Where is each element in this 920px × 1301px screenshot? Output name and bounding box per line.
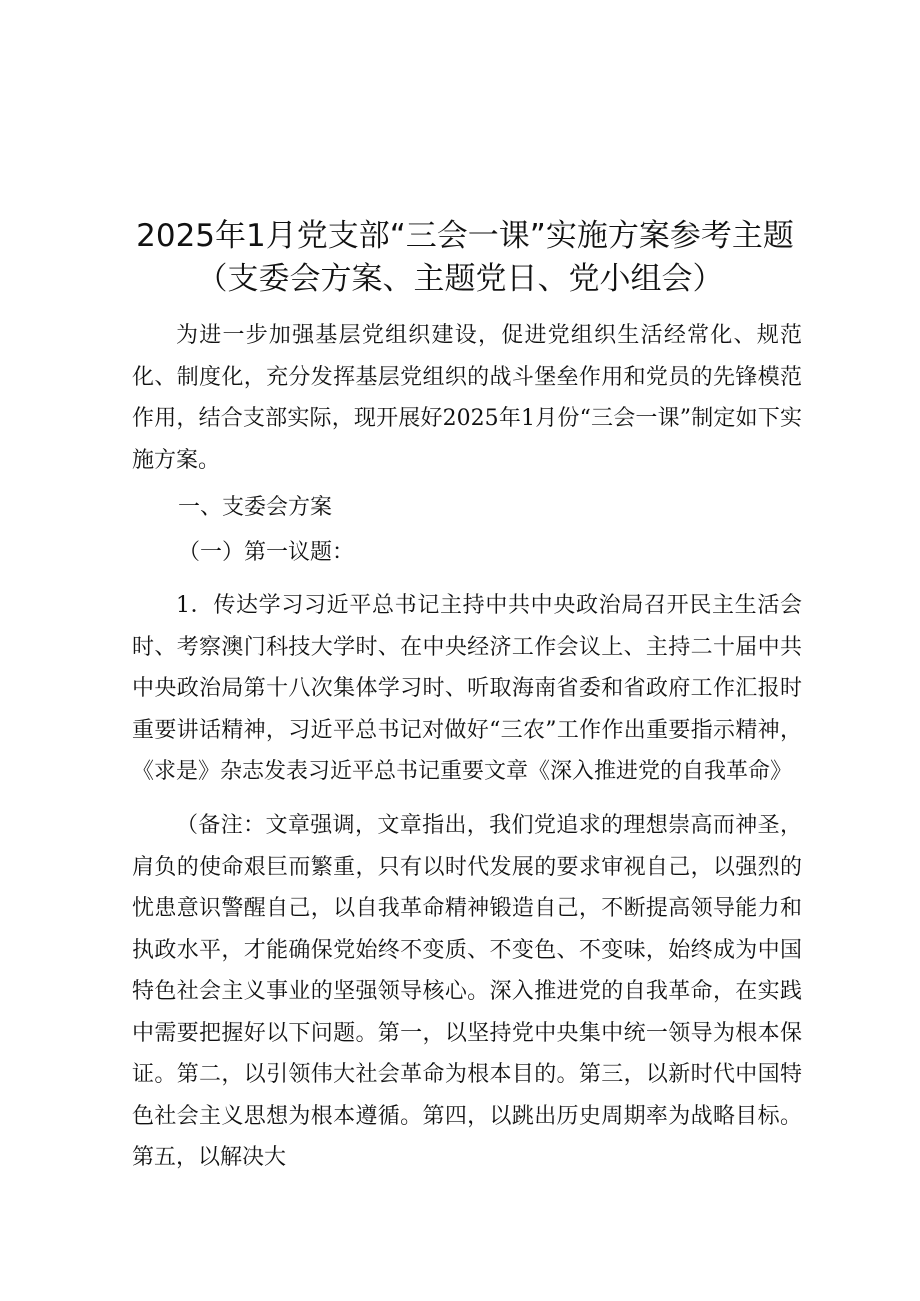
document-title-line1: 2025年1月党支部“三会一课”实施方案参考主题 bbox=[136, 218, 794, 254]
section-heading: 一、支委会方案 bbox=[178, 495, 333, 520]
document-title-line2: （支委会方案、主题党日、党小组会） bbox=[196, 261, 724, 297]
item-paragraph: 1．传达学习习近平总书记主持中共中央政治局召开民主生活会时、考察澳门科技大学时、在中央经济工作会议上、主持二十届中共中央政治局第十八次集体学习时、听取海南省委和省政府工作汇报时重要讲话精神，习近平总书记对做好“三农”工作作出重要指示精神，《求是》杂志发表习近平总书记重要文章《深入推进党的自我革命》 bbox=[132, 593, 802, 784]
note-paragraph: （备注：文章强调，文章指出，我们党追求的理想崇高而神圣，肩负的使命艰巨而繁重，只有以时代发展的要求审视自己，以强烈的忧患意识警醒自己，以自我革命精神锻造自己，不断提高领导能力和执政水平，才能确保党始终不变质、不变色、不变味，始终成为中国特色社会主义事业的坚强领导核心。深入推进党的自我革命，在实践中需要把握好以下问题。第一，以坚持党中央集中统一领导为根本保证。第二，以引领伟大社会革命为根本目的。第三，以新时代中国特色社会主义思想为根本遵循。第四，以跳出历史周期率为战略目标。第五，以解决大 bbox=[132, 813, 802, 1170]
intro-paragraph: 为进一步加强基层党组织建设，促进党组织生活经常化、规范化、制度化，充分发挥基层党组织的战斗堡垒作用和党员的先锋模范作用，结合支部实际，现开展好2025年1月份“三会一课”制定如下实施方案。 bbox=[132, 323, 802, 473]
subsection-heading: （一）第一议题： bbox=[178, 540, 355, 565]
